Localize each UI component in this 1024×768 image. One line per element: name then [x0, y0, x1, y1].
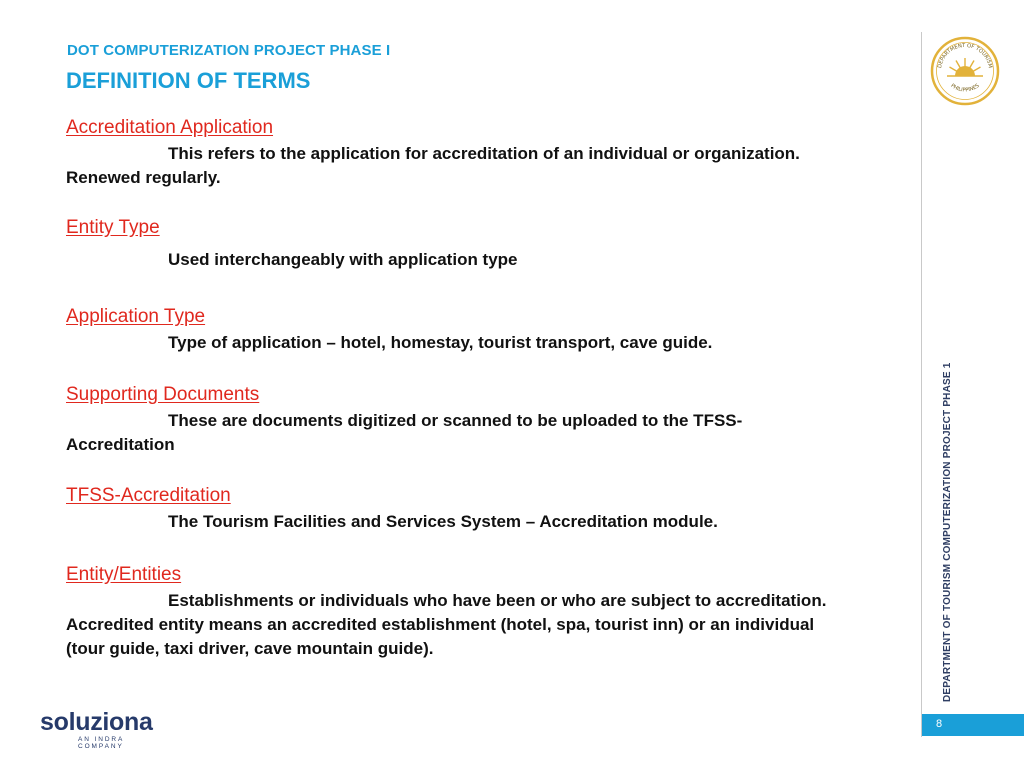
term-title: TFSS-Accreditation — [66, 485, 231, 506]
page-number: 8 — [936, 718, 943, 730]
term-title: Supporting Documents — [66, 384, 260, 405]
term-supporting-documents — [66, 383, 866, 457]
soluziona-logo — [40, 708, 170, 750]
term-definition: Type of application – hotel, homestay, tourist transport, cave guide. — [168, 333, 713, 352]
term-application-type — [66, 305, 866, 355]
term-definition: The Tourism Facilities and Services System – Accreditation module. — [168, 512, 718, 531]
seal-graphic — [930, 36, 1000, 106]
term-title: Accreditation Application — [66, 117, 274, 138]
term-title: Entity Type — [66, 217, 160, 238]
page-title: DEFINITION OF TERMS — [66, 68, 311, 93]
page-number-bar — [922, 714, 1024, 736]
term-title: Application Type — [66, 306, 206, 327]
term-accreditation-application — [66, 116, 866, 190]
project-header: DOT COMPUTERIZATION PROJECT PHASE I — [67, 42, 391, 59]
term-tfss-accreditation — [66, 484, 866, 534]
sidebar-vertical-label: DEPARTMENT OF TOURISM COMPUTERIZATION PROJECT PHASE 1 — [942, 362, 953, 702]
term-definition: This refers to the application for accreditation of an individual or organization. Renewed regularly. — [66, 144, 800, 187]
seal-bottom-text: PHILIPPINES — [949, 82, 981, 94]
term-definition: Used interchangeably with application type — [168, 250, 518, 269]
term-entity-type — [66, 216, 866, 272]
term-entity-entities — [66, 563, 866, 661]
logo-tagline: AN INDRA COMPANY — [78, 736, 124, 750]
term-title: Entity/Entities — [66, 564, 182, 585]
term-definition: These are documents digitized or scanned to be uploaded to the TFSS-Accreditation — [66, 411, 743, 454]
logo-wordmark: soluziona — [40, 708, 153, 736]
sidebar-divider — [921, 32, 922, 737]
term-definition: Establishments or individuals who have been or who are subject to accreditation. Accredited entity means an accredited establishment (hotel, spa, tourist inn) or an individual (tour guide, taxi driver, cave mountain guide). — [66, 591, 827, 658]
dot-seal-icon — [930, 36, 1000, 106]
seal-top-text: DEPARTMENT OF TOURISM — [937, 42, 993, 69]
